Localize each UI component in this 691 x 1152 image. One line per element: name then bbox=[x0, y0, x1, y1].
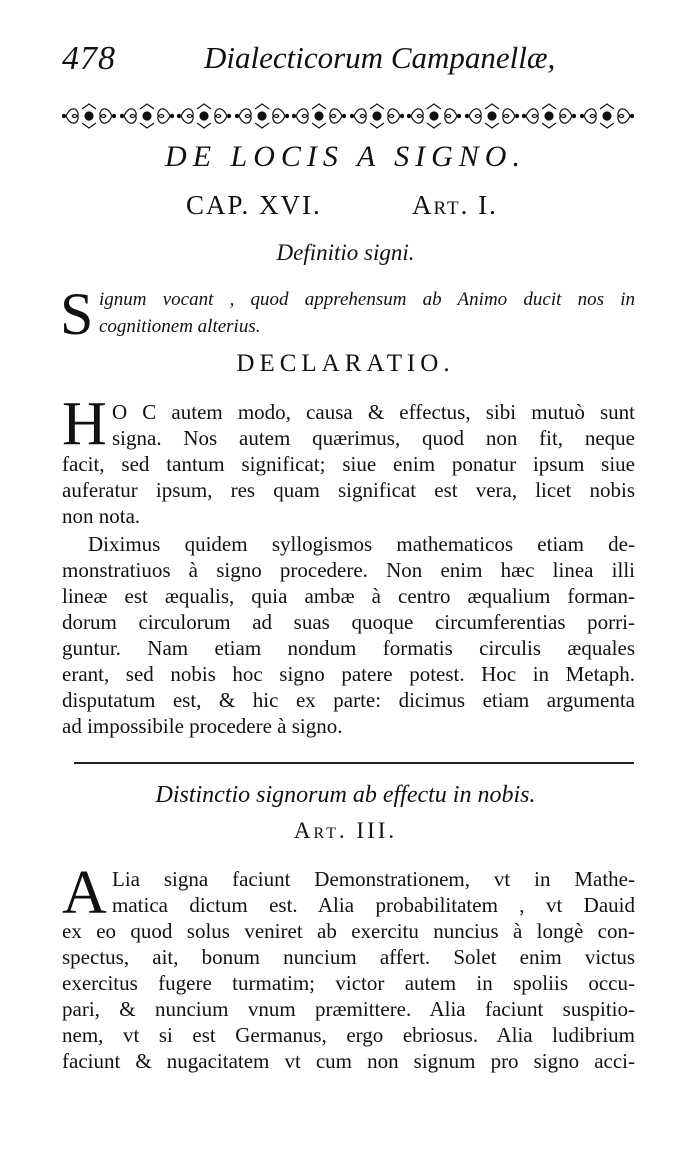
fleuron-ornament bbox=[62, 101, 116, 131]
declaratio-line: O C autem modo, causa & effectus, sibi mutuò sunt bbox=[112, 400, 635, 424]
distinctio-heading: Distinctio signorum ab effectu in nobis. bbox=[155, 782, 536, 808]
declaratio-line: signa. Nos autem quærimus, quod non fit, neque bbox=[112, 426, 635, 450]
declaratio-line: dorum circulorum ad suas quoque circumferentias porri- bbox=[62, 610, 635, 634]
declaratio-line: erant, sed nobis hoc signo patere potest. Hoc in Metaph. bbox=[62, 662, 635, 686]
declaratio-line: facit, sed tantum significat; siue enim ponatur ipsum siue bbox=[62, 452, 635, 476]
distinctio-article: Art. III. bbox=[293, 818, 398, 843]
distinctio-line: ex eo quod solus veniret ab exercitu nuncius à longè con- bbox=[62, 919, 635, 943]
fleuron-ornament bbox=[465, 101, 519, 131]
article-number: Art. I. bbox=[412, 190, 498, 220]
definition-line: ignum vocant , quod apprehensum ab Animo ducit nos in bbox=[99, 289, 635, 310]
declaratio-line: auferatur ipsum, res quam significat est vera, licet nobis bbox=[62, 478, 635, 502]
chapter-number: CAP. XVI. bbox=[186, 190, 322, 220]
declaratio-line: monstratiuos à signo procedere. Non enim hæc linea illi bbox=[62, 558, 635, 582]
distinctio-line: exercitus fugere turmatim; victor autem in spoliis occu- bbox=[62, 971, 635, 995]
distinctio-line: pari, & nuncium vnum præmittere. Alia faciunt suspitio- bbox=[62, 997, 635, 1021]
fleuron-ornament bbox=[407, 101, 461, 131]
ornament-band bbox=[62, 100, 634, 132]
chapter-title: DE LOCIS A SIGNO. bbox=[165, 140, 526, 173]
declaratio-line: Diximus quidem syllogismos mathematicos etiam de- bbox=[88, 532, 635, 556]
definition-line: cognitionem alterius. bbox=[99, 316, 261, 337]
page-number: 478 bbox=[62, 40, 116, 77]
distinctio-line: nem, vt si est Germanus, ergo ebriosus. Alia ludibrium bbox=[62, 1023, 635, 1047]
fleuron-ornament bbox=[235, 101, 289, 131]
fleuron-ornament bbox=[580, 101, 634, 131]
declaratio-line: non nota. bbox=[62, 504, 141, 528]
distinctio-line: matica dictum est. Alia probabilitatem , vt Dauid bbox=[112, 893, 635, 917]
fleuron-ornament bbox=[350, 101, 404, 131]
distinctio-line: Lia signa faciunt Demonstrationem, vt in Mathe- bbox=[112, 867, 635, 891]
declaratio-line: ad impossibile procedere à signo. bbox=[62, 714, 343, 738]
definition-heading: Definitio signi. bbox=[276, 240, 415, 265]
fleuron-ornament bbox=[292, 101, 346, 131]
declaratio-line: guntur. Nam etiam nondum formatis circulis æquales bbox=[62, 636, 635, 660]
horizontal-rule bbox=[74, 762, 634, 764]
declaratio-line: lineæ est æqualis, quia ambæ à centro æqualium forman- bbox=[62, 584, 635, 608]
running-head bbox=[62, 36, 562, 86]
declaratio-line: disputatum est, & hic ex parte: dicimus etiam argumenta bbox=[62, 688, 635, 712]
fleuron-ornament bbox=[120, 101, 174, 131]
definition-dropcap: S bbox=[60, 281, 94, 347]
declaratio-dropcap: H bbox=[62, 390, 107, 458]
distinctio-dropcap: A bbox=[62, 859, 107, 927]
distinctio-line: faciunt & nugacitatem vt cum non signum pro signo acci- bbox=[62, 1049, 635, 1073]
running-title: Dialecticorum Campanellæ, bbox=[204, 40, 556, 75]
declaratio-heading: DECLARATIO. bbox=[236, 350, 455, 377]
fleuron-ornament bbox=[522, 101, 576, 131]
distinctio-line: spectus, ait, bonum nuncium affert. Solet enim victus bbox=[62, 945, 635, 969]
fleuron-ornament bbox=[177, 101, 231, 131]
